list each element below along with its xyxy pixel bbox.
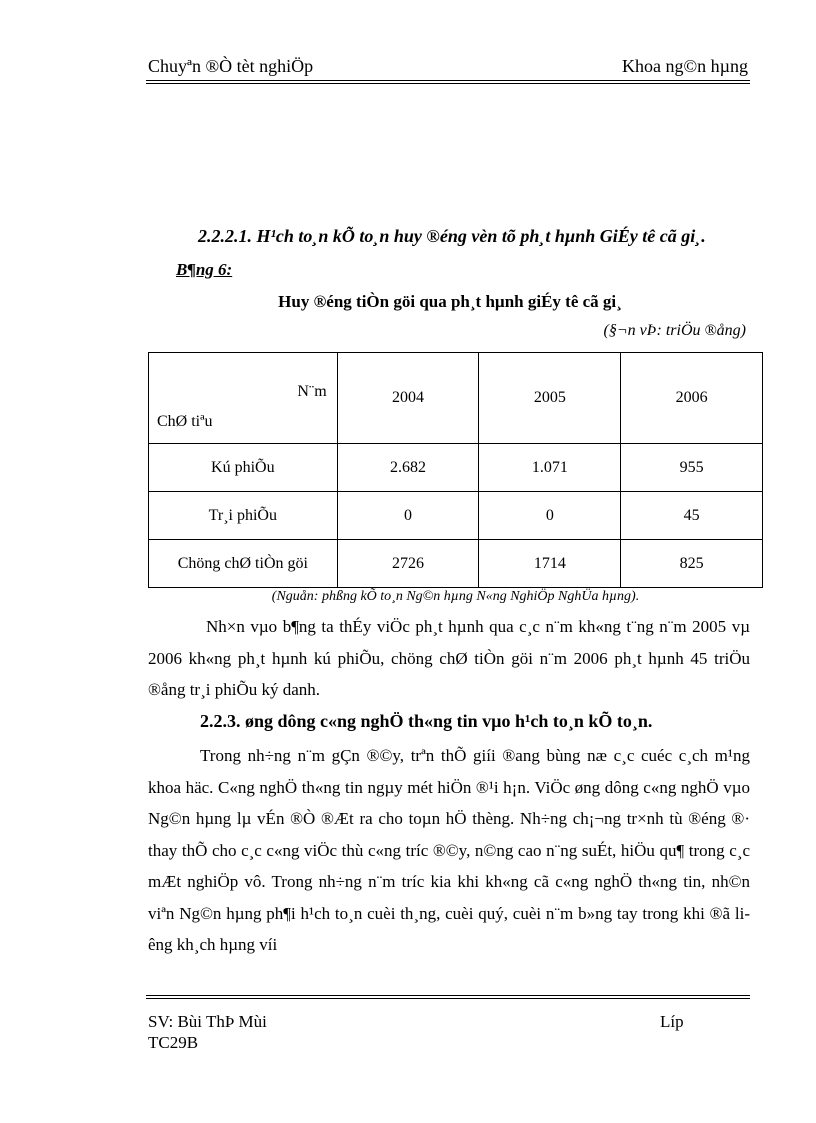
data-table <box>148 352 763 588</box>
table-cell: 955 <box>621 444 763 492</box>
section-heading-2-2-2-1: 2.2.2.1. H¹ch to¸n kÕ to¸n huy ®éng vèn tõ ph¸t hµnh GiÉy tê cã gi¸. <box>198 226 706 246</box>
table-header-row <box>149 353 763 444</box>
table-unit-note: (§¬n vÞ: triÖu ®ång) <box>603 322 746 339</box>
table-source-note: (Nguån: phßng kÕ to¸n Ng©n hµng N«ng NghiÖp NghÜa hµng). <box>271 589 640 604</box>
header-rule-thin <box>146 83 750 84</box>
corner-indicator-label: ChØ tiªu <box>157 413 213 430</box>
row-label: Tr¸i phiÕu <box>149 492 338 540</box>
table-corner-cell <box>149 353 338 444</box>
table-cell: 1.071 <box>479 444 621 492</box>
table-row <box>149 540 763 588</box>
header-rule <box>146 80 750 81</box>
year-header: 2005 <box>479 353 621 444</box>
table-row <box>149 444 763 492</box>
row-label: Chöng chØ tiÒn göi <box>149 540 338 588</box>
table-cell: 1714 <box>479 540 621 588</box>
row-label: Kú phiÕu <box>149 444 338 492</box>
table-cell: 0 <box>337 492 479 540</box>
table-title: Huy ®éng tiÒn göi qua ph¸t hµnh giÉy tê cã gi¸ <box>278 292 622 311</box>
table-row <box>149 492 763 540</box>
table-cell: 0 <box>479 492 621 540</box>
year-header: 2006 <box>621 353 763 444</box>
year-header: 2004 <box>337 353 479 444</box>
footer-class-label: Líp <box>660 1012 684 1031</box>
table-cell: 2726 <box>337 540 479 588</box>
footer-student-name: SV: Bùi ThÞ Mùi <box>148 1012 267 1031</box>
section-heading-2-2-3: 2.2.3. øng dông c«ng nghÖ th«ng tin vµo h¹ch to¸n kÕ to¸n. <box>200 711 653 731</box>
footer-rule-thin <box>146 998 750 999</box>
footer-class-code: TC29B <box>148 1033 199 1052</box>
body-paragraph-2: Trong nh÷ng n¨m gÇn ®©y, trªn thÕ giíi ®ang bùng næ c¸c cuéc c¸ch m¹ng khoa häc. C«ng nghÖ th«ng tin ngµy mét hiÖn ®¹i h¡n. ViÖc øng dông c«ng nghÖ vµo Ng©n hµng lµ vÉn ®Ò ®Æt ra cho toµn hÖ thèng. Nh÷ng ch¡¬ng tr×nh tù ®éng ®· thay thÕ cho c¸c c«ng viÖc thù c«ng tríc ®©y, n©ng cao n¨ng suÉt, hiÖu qu¶ trong c¸c mÆt nghiÖp vô. Trong nh÷ng n¨m tríc kia khi kh«ng cã c«ng nghÖ th«ng tin, nh©n viªn Ng©n hµng ph¶i h¹ch to¸n cuèi th¸ng, cuèi quý, cuèi n¨m b»ng tay trong khi ®ã liêng kh¸ch hµng víi <box>148 746 750 954</box>
table-cell: 45 <box>621 492 763 540</box>
header-title-left: Chuyªn ®Ò tèt nghiÖp <box>148 56 314 76</box>
header-title-right: Khoa ng©n hµng <box>621 56 748 76</box>
body-paragraph-1: Nh×n vµo b¶ng ta thÉy viÖc ph¸t hµnh qua c¸c n¨m kh«ng t¨ng n¨m 2005 vµ 2006 kh«ng ph¸t hµnh kú phiÕu, chöng chØ tiÒn göi n¨m 2006 ph¸t hµnh 45 triÖu ®ång tr¸i phiÕu ký danh. <box>148 617 750 699</box>
table-label: B¶ng 6: <box>176 260 233 279</box>
table-cell: 825 <box>621 540 763 588</box>
corner-year-label: N¨m <box>297 383 327 400</box>
footer-rule <box>146 995 750 996</box>
table-cell: 2.682 <box>337 444 479 492</box>
